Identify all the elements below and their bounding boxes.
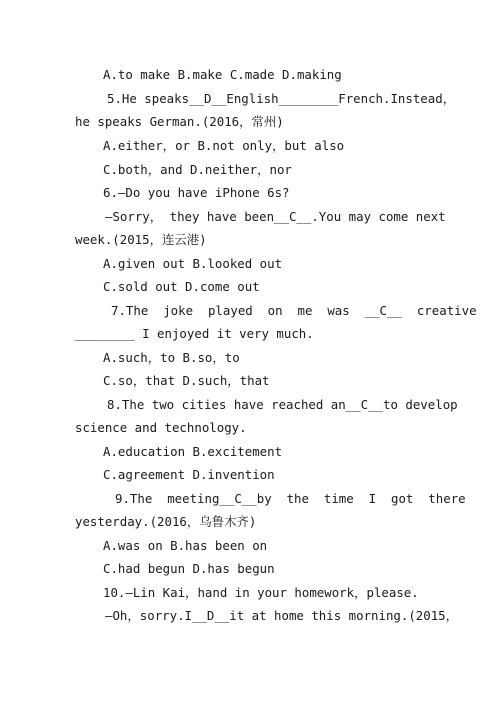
question-9: 9.The meeting__C__by the time I got there: [115, 491, 466, 506]
question-7-continued: ________ I enjoyed it very much.: [75, 326, 314, 341]
question-7: 7.The joke played on me was __C__ creative: [111, 303, 477, 318]
option-line-8b: C.agreement D.invention: [103, 467, 275, 482]
option-line-9b: C.had begun D.has begun: [103, 561, 275, 576]
option-line-5a: A.either，or B.not only，but also: [103, 138, 345, 153]
question-6-continued: week.(2015，连云港): [75, 232, 207, 247]
question-5: 5.He speaks__D__English________French.Instead，: [107, 91, 456, 106]
option-line-4: A.to make B.make C.made D.making: [103, 67, 342, 82]
option-line-9a: A.was on B.has been on: [103, 538, 268, 553]
question-9-continued: yesterday.(2016，乌鲁木齐): [75, 514, 257, 529]
option-line-6b: C.sold out D.come out: [103, 279, 260, 294]
question-6-reply: —Sorry， they have been__C__.You may come next: [105, 209, 446, 224]
option-line-8a: A.education B.excitement: [103, 444, 283, 459]
question-8: 8.The two cities have reached an__C__to develop: [107, 397, 458, 412]
question-10: 10.—Lin Kai，hand in your homework，please.: [103, 585, 419, 600]
question-5-continued: he speaks German.(2016，常州): [75, 114, 284, 129]
question-6: 6.—Do you have iPhone 6s?: [103, 185, 290, 200]
question-10-reply: —Oh，sorry.I__D__it at home this morning.(2015，: [105, 608, 459, 623]
option-line-5b: C.both，and D.neither，nor: [103, 162, 292, 177]
question-8-continued: science and technology.: [75, 420, 247, 435]
option-line-6a: A.given out B.looked out: [103, 256, 283, 271]
option-line-7b: C.so，that D.such，that: [103, 373, 270, 388]
option-line-7a: A.such，to B.so，to: [103, 350, 240, 365]
